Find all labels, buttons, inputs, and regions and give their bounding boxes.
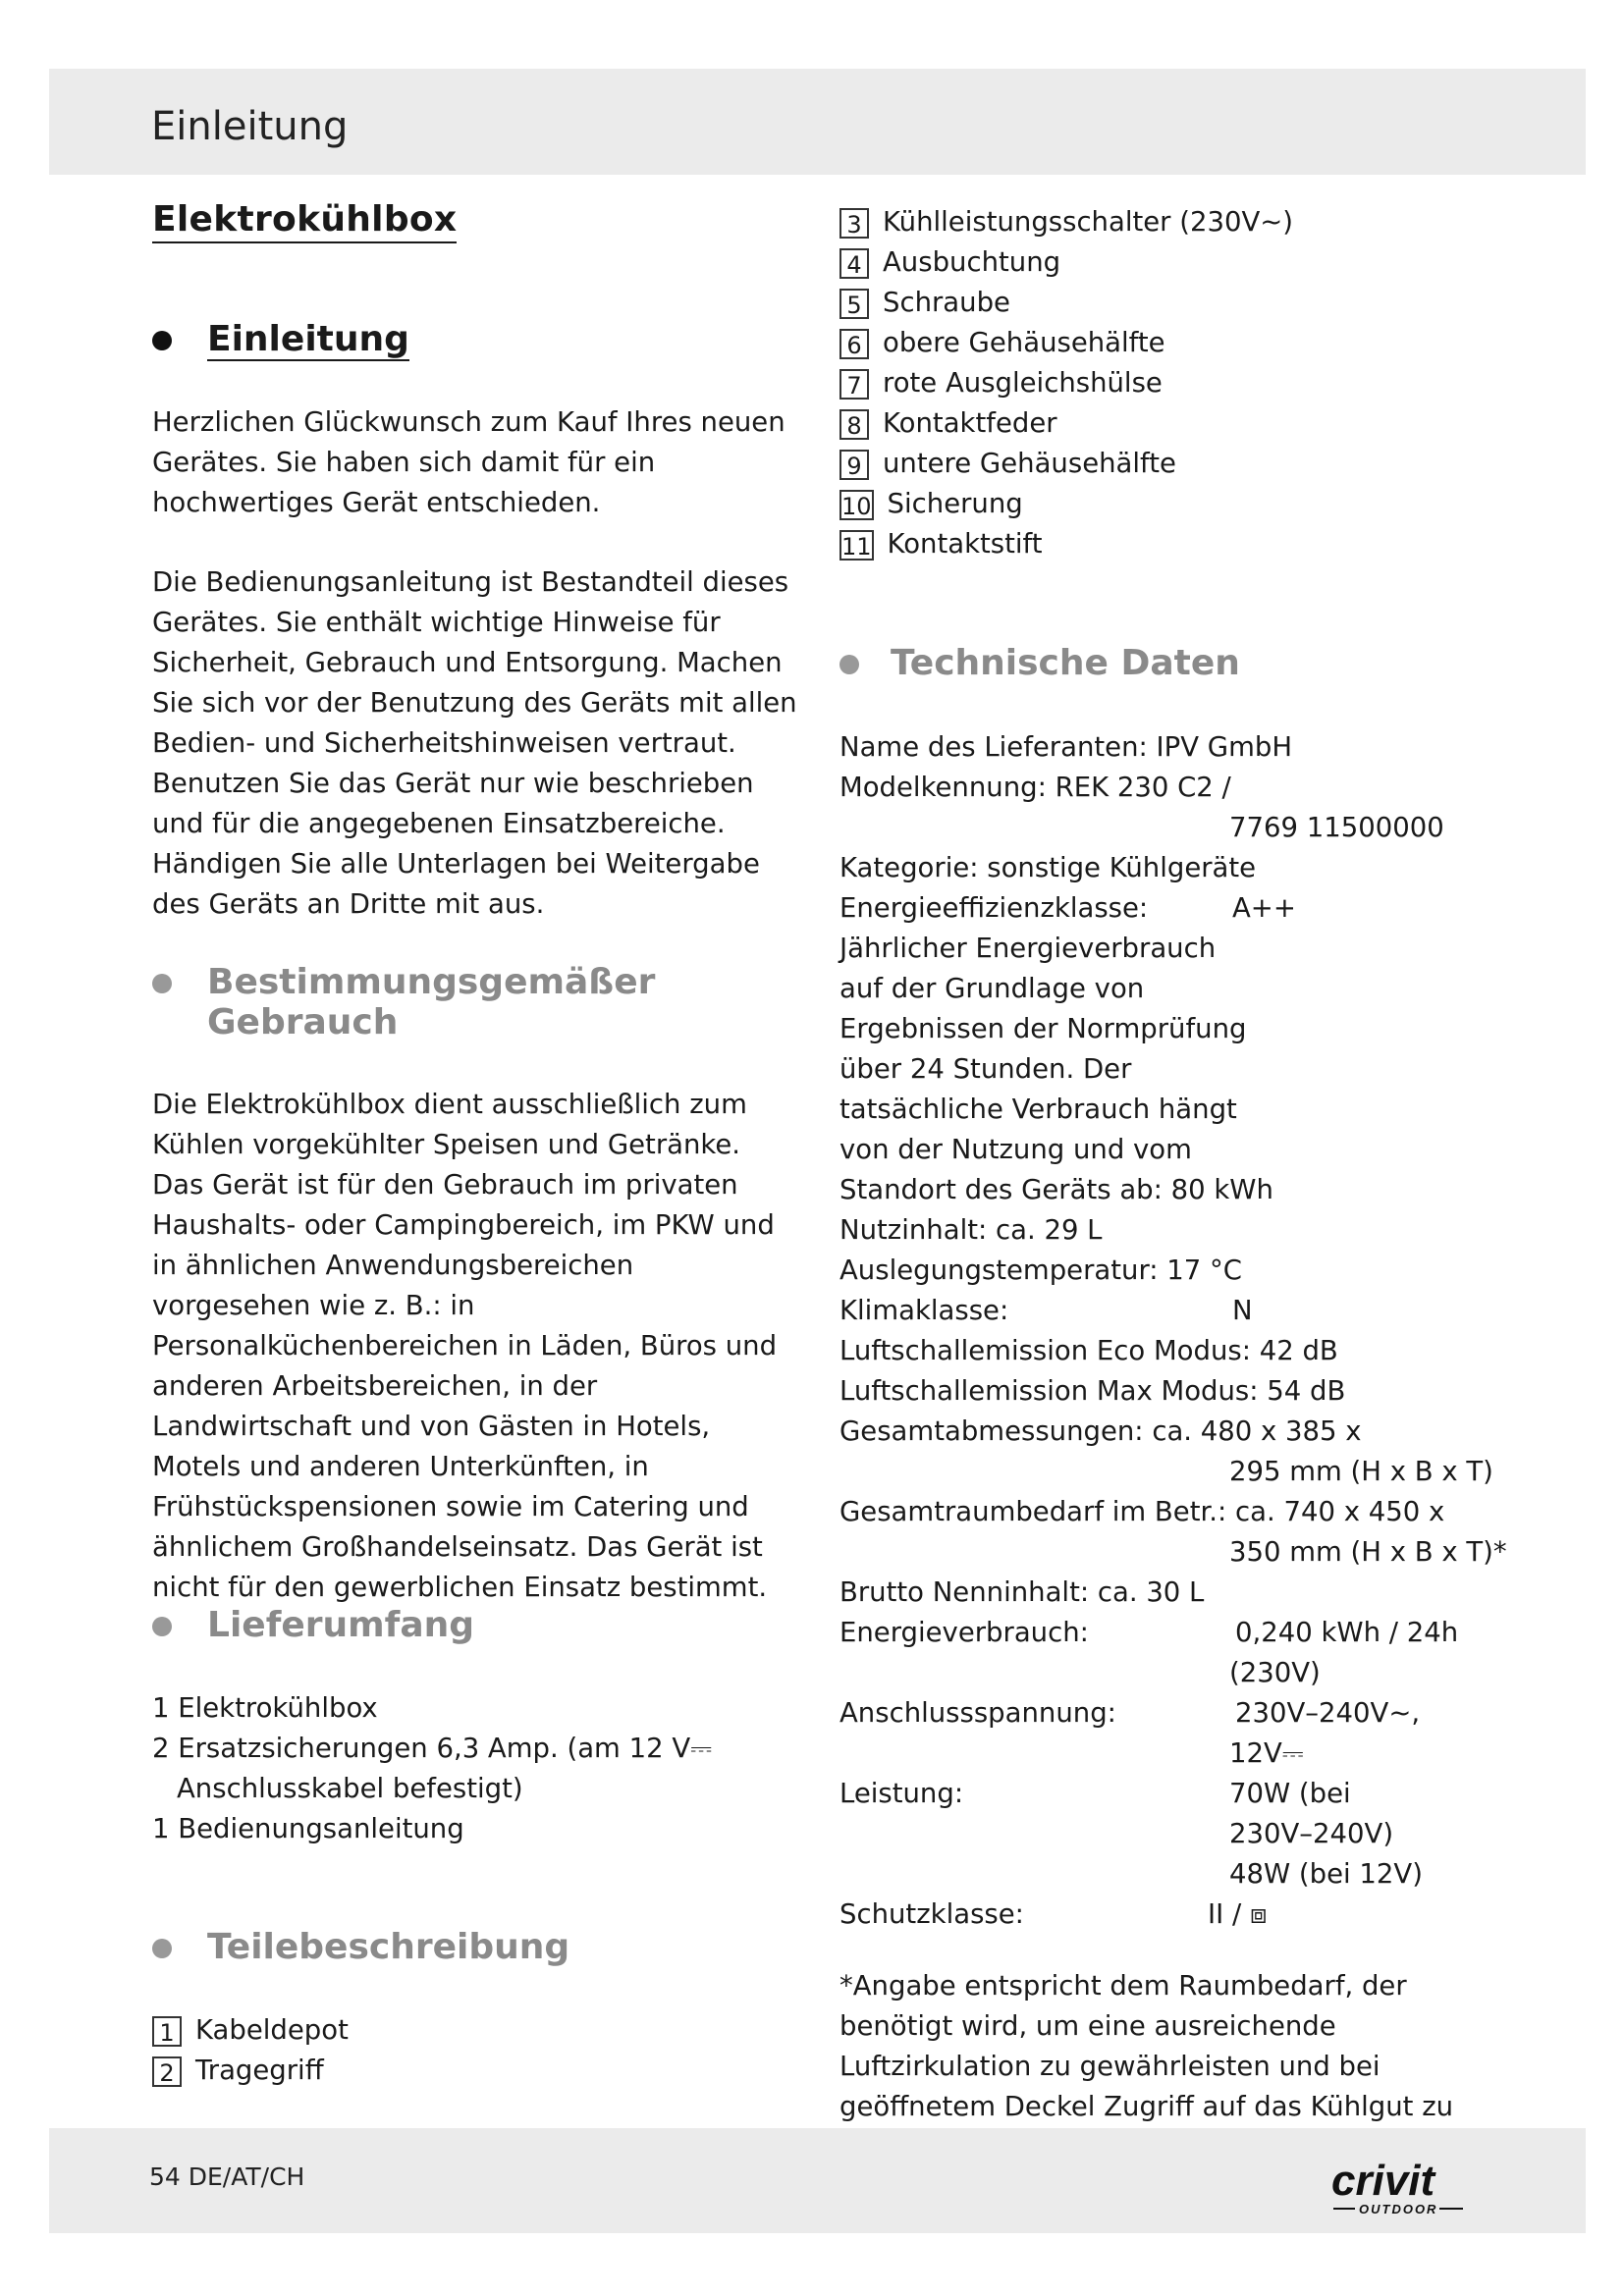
part-label: untere Gehäusehälfte (883, 448, 1176, 479)
spec-line: Luftschallemission Eco Modus: 42 dB (839, 1335, 1338, 1366)
page-footer (49, 2128, 1586, 2233)
list-item: 2 Ersatzsicherungen 6,3 Amp. (am 12 V⎓ (152, 1733, 713, 1764)
part-item (839, 242, 1060, 283)
part-item (152, 2051, 324, 2091)
part-item (839, 202, 1293, 242)
part-number: 7 (839, 369, 869, 400)
usage-paragraph: Die Elektrokühlbox dient ausschließlich zum Kühlen vorgekühlter Speisen und Getränke. Das Gerät ist für den Gebrauch im privaten Haushalts- oder Campingbereich, im PKW und in ähnlichen Anwendungsbereichen vorgesehen wie z. B.: in Personalküchenbereichen in Läden, Büros und anderen Arbeitsbereichen, in der Landwirtschaft und von Gästen in Hotels, Motels und anderen Unterkünften, in Frühstückspensionen sowie im Catering und ähnlichem Großhandelseinsatz. Das Gerät ist nicht für den gewerblichen Einsatz bestimmt. (152, 1089, 778, 1603)
section-heading-line2: Gebrauch (207, 1002, 399, 1042)
spec-value: A++ (1232, 892, 1296, 924)
spec-line: Luftschallemission Max Modus: 54 dB (839, 1375, 1346, 1407)
part-number: 9 (839, 450, 869, 480)
section-bestimmung (152, 962, 800, 1050)
spec-line: Gesamtraumbedarf im Betr.: ca. 740 x 450 x (839, 1496, 1445, 1527)
part-label: Schraube (883, 287, 1010, 318)
part-label: Ausbuchtung (883, 246, 1061, 278)
part-item (839, 363, 1163, 403)
part-item (839, 283, 1010, 323)
section-einleitung (152, 319, 800, 362)
logo-subtext: OUTDOOR (1359, 2202, 1438, 2216)
spec-line: von der Nutzung und vom (839, 1134, 1192, 1165)
part-item (839, 444, 1176, 484)
spec-line: Auslegungstemperatur: 17 °C (839, 1255, 1242, 1286)
spec-value: 350 mm (H x B x T)* (1229, 1536, 1507, 1568)
section-heading-line1: Bestimmungsgemäßer (207, 962, 656, 1002)
spec-value: 295 mm (H x B x T) (1229, 1456, 1493, 1487)
part-item (839, 323, 1165, 363)
part-label: rote Ausgleichshülse (883, 367, 1163, 399)
part-number: 3 (839, 208, 869, 239)
spec-line: Gesamtabmessungen: ca. 480 x 385 x (839, 1415, 1362, 1447)
spec-line: Energieeffizienzklasse: (839, 892, 1149, 924)
logo-text: crivit (1331, 2157, 1435, 2205)
spec-value: N (1232, 1295, 1253, 1326)
spec-line: Kategorie: sonstige Kühlgeräte (839, 852, 1257, 883)
spec-value: II / ⧈ (1208, 1898, 1268, 1930)
part-label: Kontaktfeder (883, 407, 1057, 439)
section-teile (152, 1927, 800, 1970)
part-number: 2 (152, 2056, 182, 2087)
spec-line: über 24 Stunden. Der (839, 1053, 1132, 1085)
spec-line: Schutzklasse: (839, 1898, 1024, 1930)
spec-line: Standort des Geräts ab: 80 kWh (839, 1174, 1273, 1205)
spec-value: 7769 11500000 (1229, 812, 1444, 843)
bullet-icon (152, 1617, 172, 1636)
part-number: 1 (152, 2016, 182, 2047)
section-lieferumfang (152, 1605, 800, 1648)
spec-line: Klimaklasse: (839, 1295, 1009, 1326)
part-item (839, 403, 1057, 444)
list-item: 1 Bedienungsanleitung (152, 1813, 464, 1844)
spec-value: (230V) (1229, 1657, 1321, 1688)
spec-line: Jährlicher Energieverbrauch (839, 933, 1217, 964)
spec-value: 230V–240V) (1229, 1818, 1394, 1849)
footnote: *Angabe entspricht dem Raumbedarf, der benötigt wird, um eine ausreichende Luftzirkulation zu gewährleisten und bei geöffnetem Deckel Zugriff auf das Kühlgut zu (839, 1970, 1454, 2122)
part-label: obere Gehäusehälfte (883, 327, 1165, 358)
spec-line: Anschlussspannung: (839, 1697, 1116, 1729)
section-technik (839, 643, 1497, 686)
section-heading: Einleitung (207, 319, 409, 359)
part-label: Tragegriff (195, 2055, 324, 2086)
spec-value: 48W (bei 12V) (1229, 1858, 1423, 1890)
spec-value: 70W (bei (1229, 1778, 1351, 1809)
intro-paragraph-1: Herzlichen Glückwunsch zum Kauf Ihres neuen Gerätes. Sie haben sich damit für ein hochwertiges Gerät entschieden. (152, 406, 785, 518)
part-number: 4 (839, 248, 869, 279)
page-header (49, 69, 1586, 175)
spec-value: 12V⎓ (1229, 1737, 1304, 1769)
bullet-icon (839, 655, 859, 674)
part-item (839, 484, 1023, 524)
part-label: Kabeldepot (195, 2014, 349, 2046)
list-item: Anschlusskabel befestigt) (177, 1773, 523, 1804)
spec-value: 230V–240V~, (1235, 1697, 1421, 1729)
spec-line: tatsächliche Verbrauch hängt (839, 1094, 1237, 1125)
part-label: Sicherung (887, 488, 1023, 519)
spec-line: auf der Grundlage von (839, 973, 1145, 1004)
part-item (152, 2010, 349, 2051)
part-number: 6 (839, 329, 869, 359)
part-item (839, 524, 1043, 564)
spec-line: Brutto Nenninhalt: ca. 30 L (839, 1576, 1205, 1608)
section-heading: Lieferumfang (207, 1605, 475, 1645)
list-item: 1 Elektrokühlbox (152, 1692, 378, 1724)
bullet-icon (152, 331, 172, 350)
spec-line: Nutzinhalt: ca. 29 L (839, 1214, 1103, 1246)
spec-line: Name des Lieferanten: IPV GmbH (839, 731, 1293, 763)
document-title: Elektrokühlbox (152, 199, 457, 243)
part-number: 11 (839, 530, 874, 561)
spec-line: Leistung: (839, 1778, 964, 1809)
section-heading: Teilebeschreibung (207, 1927, 570, 1967)
spec-line: Modelkennung: REK 230 C2 / (839, 772, 1231, 803)
part-label: Kontaktstift (887, 528, 1043, 560)
page-number: 54 DE/AT/CH (149, 2163, 305, 2191)
part-number: 8 (839, 409, 869, 440)
intro-paragraph-2: Die Bedienungsanleitung ist Bestandteil dieses Gerätes. Sie enthält wichtige Hinweise für Sicherheit, Gebrauch und Entsorgung. Machen Sie sich vor der Benutzung des Geräts mit allen Bedien- und Sicherheitshinweisen vertraut. Benutzen Sie das Gerät nur wie beschrieben und für die angegebenen Einsatzbereiche. Händigen Sie alle Unterlagen bei Weitergabe des Geräts an Dritte mit aus. (152, 566, 797, 920)
spec-value: 0,240 kWh / 24h (1235, 1617, 1459, 1648)
bullet-icon (152, 974, 172, 993)
crivit-logo (1326, 2150, 1483, 2220)
section-heading: Technische Daten (891, 643, 1240, 683)
spec-line: Ergebnissen der Normprüfung (839, 1013, 1247, 1044)
part-number: 10 (839, 490, 874, 520)
spec-line: Energieverbrauch: (839, 1617, 1089, 1648)
part-number: 5 (839, 289, 869, 319)
part-label: Kühlleistungsschalter (230V~) (883, 206, 1294, 238)
bullet-icon (152, 1939, 172, 1958)
header-title: Einleitung (151, 104, 349, 149)
